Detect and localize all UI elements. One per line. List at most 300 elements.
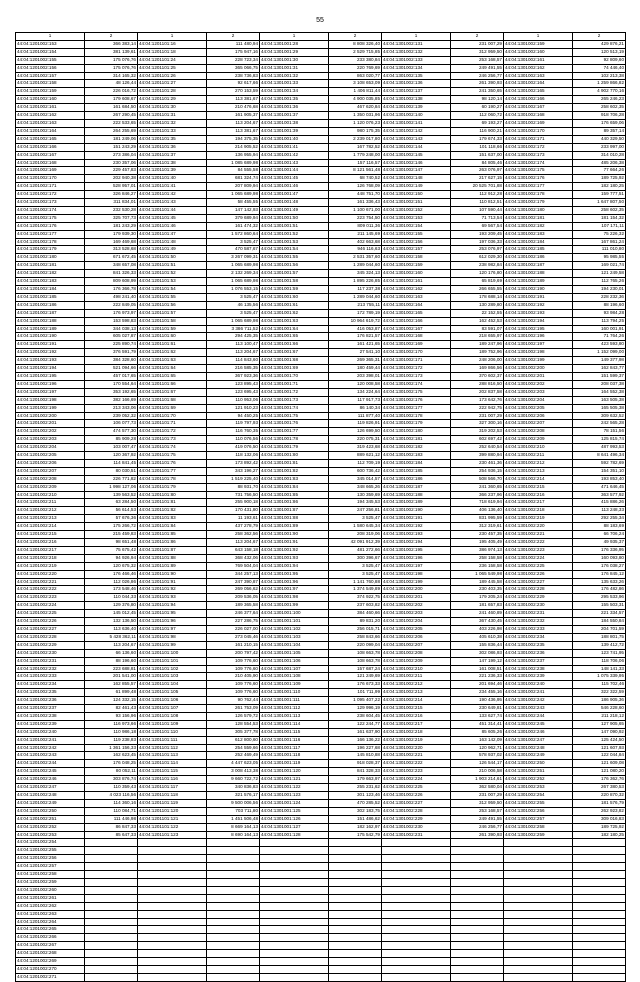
cadastral-value-cell xyxy=(207,886,260,894)
cadastral-value-cell xyxy=(451,950,504,958)
cadastral-value-cell: 8 808 326,40 xyxy=(329,40,382,48)
cadastral-value-cell: 176 362,76 xyxy=(573,776,626,784)
cadastral-value-cell: 405 610,38 xyxy=(451,633,504,641)
cadastral-value-cell xyxy=(85,934,138,942)
cadastral-value-cell: 223 688,81 xyxy=(85,665,138,673)
cadastral-value-cell: 163 142,09 xyxy=(451,736,504,744)
cadastral-value-cell: 83 591,07 xyxy=(451,325,504,333)
cadastral-value-cell: 226 771,82 xyxy=(85,475,138,483)
cadastral-number-cell: 44:04:1301002:244 xyxy=(504,712,573,720)
cadastral-value-cell: 241 350,65 xyxy=(451,88,504,96)
cadastral-value-cell: 130 289,80 xyxy=(451,301,504,309)
cadastral-value-cell: 75 675,42 xyxy=(85,546,138,554)
cadastral-value-cell: 366 383,14 xyxy=(85,40,138,48)
cadastral-value-cell: 303 876,74 xyxy=(85,776,138,784)
cadastral-number-cell: 44:04:1301002:167 xyxy=(504,104,573,112)
cadastral-number-cell: 44:04:1301002:190 xyxy=(382,507,451,515)
table-row xyxy=(16,768,626,776)
cadastral-value-cell: 68 740,52 xyxy=(329,175,382,183)
cadastral-value-cell: 88 196,60 xyxy=(85,657,138,665)
cadastral-number-cell: 44:04:1201002:226 xyxy=(16,618,85,626)
cadastral-number-cell: 44:04:1201002:176 xyxy=(16,222,85,230)
cadastral-value-cell xyxy=(573,965,626,973)
cadastral-number-cell: 44:04:1201002:164 xyxy=(16,127,85,135)
cadastral-value-cell: 222 533,65 xyxy=(85,119,138,127)
cadastral-number-cell: 44:04:1201101:68 xyxy=(138,396,207,404)
cadastral-number-cell: 44:04:1301002:186 xyxy=(504,254,573,262)
cadastral-number-cell: 44:04:1301001:38 xyxy=(260,119,329,127)
cadastral-value-cell: 238 982,84 xyxy=(451,262,504,270)
cadastral-number-cell: 44:04:1201002:177 xyxy=(16,230,85,238)
cadastral-value-cell: 481 272,66 xyxy=(329,546,382,554)
cadastral-number-cell: 44:04:1301002:249 xyxy=(504,752,573,760)
cadastral-number-cell: 44:04:1301002:198 xyxy=(382,570,451,578)
table-row xyxy=(16,64,626,72)
cadastral-value-cell: 2 239 017,80 xyxy=(329,135,382,143)
cadastral-number-cell: 44:04:1201101:61 xyxy=(138,341,207,349)
cadastral-value-cell: 889 621,12 xyxy=(329,452,382,460)
cadastral-number-cell: 44:04:1201002:184 xyxy=(16,286,85,294)
cadastral-number-cell: 44:04:1201101:118 xyxy=(138,792,207,800)
cadastral-number-cell: 44:04:1301002:226 xyxy=(382,792,451,800)
cadastral-number-cell: 44:04:1201002:206 xyxy=(16,459,85,467)
cadastral-value-cell xyxy=(573,934,626,942)
cadastral-number-cell: 44:04:1301002:173 xyxy=(382,372,451,380)
cadastral-number-cell: 44:04:1301002:188 xyxy=(504,270,573,278)
cadastral-number-cell: 44:04:1201101:83 xyxy=(138,515,207,523)
cadastral-number-cell: 44:04:1301001:29 xyxy=(260,48,329,56)
cadastral-number-cell xyxy=(382,950,451,958)
cadastral-value-cell: 3 525,47 xyxy=(329,570,382,578)
cadastral-value-cell: 353 192,65 xyxy=(85,388,138,396)
cadastral-number-cell xyxy=(260,886,329,894)
cadastral-value-cell: 731 756,50 xyxy=(207,491,260,499)
cadastral-value-cell: 163 505,38 xyxy=(573,396,626,404)
cadastral-value-cell: 258 362,56 xyxy=(207,531,260,539)
cadastral-number-cell: 44:04:1301001:128 xyxy=(260,831,329,839)
cadastral-value-cell: 151 486,62 xyxy=(329,815,382,823)
cadastral-value-cell: 487 993,53 xyxy=(573,444,626,452)
cadastral-value-cell: 93 984,28 xyxy=(573,309,626,317)
cadastral-number-cell: 44:04:1201002:211 xyxy=(16,499,85,507)
cadastral-value-cell: 406 136,40 xyxy=(451,507,504,515)
cadastral-value-cell: 179 205,24 xyxy=(451,594,504,602)
cadastral-number-cell: 44:04:1301002:208 xyxy=(382,649,451,657)
cadastral-value-cell: 376 591,79 xyxy=(85,349,138,357)
cadastral-value-cell: 592 782,69 xyxy=(573,459,626,467)
table-row xyxy=(16,546,626,554)
cadastral-number-cell xyxy=(382,863,451,871)
cadastral-value-cell: 321 576,17 xyxy=(207,792,260,800)
cadastral-value-cell xyxy=(207,965,260,973)
cadastral-number-cell: 44:04:1201002:169 xyxy=(16,167,85,175)
cadastral-number-cell: 44:04:1201101:55 xyxy=(138,293,207,301)
cadastral-number-cell: 44:04:1301002:226 xyxy=(504,570,573,578)
cadastral-number-cell: 44:04:1301001:116 xyxy=(260,736,329,744)
cadastral-number-cell: 44:04:1201002:257 xyxy=(16,863,85,871)
cadastral-value-cell: 161 421,65 xyxy=(329,341,382,349)
cadastral-number-cell: 44:04:1201101:67 xyxy=(138,388,207,396)
cadastral-value-cell: 103 007,47 xyxy=(85,444,138,452)
cadastral-value-cell: 128 554,53 xyxy=(207,720,260,728)
table-row xyxy=(16,143,626,151)
cadastral-value-cell: 246 256,77 xyxy=(451,823,504,831)
cadastral-value-cell: 1 361 156,33 xyxy=(85,744,138,752)
cadastral-number-cell: 44:04:1201101:70 xyxy=(138,412,207,420)
cadastral-number-cell: 44:04:1201002:170 xyxy=(16,175,85,183)
cadastral-number-cell: 44:04:1301001:102 xyxy=(260,625,329,633)
table-row xyxy=(16,72,626,80)
cadastral-value-cell: 429 876,21 xyxy=(573,40,626,48)
cadastral-value-cell xyxy=(329,918,382,926)
table-row xyxy=(16,973,626,981)
cadastral-value-cell: 85 605,26 xyxy=(451,728,504,736)
cadastral-number-cell: 44:04:1301002:245 xyxy=(504,720,573,728)
cadastral-number-cell: 44:04:1301002:222 xyxy=(504,539,573,547)
cadastral-number-cell: 44:04:1201002:168 xyxy=(16,159,85,167)
cadastral-value-cell: 384 328,60 xyxy=(85,357,138,365)
cadastral-value-cell: 4 023 116,56 xyxy=(85,792,138,800)
cadastral-value-cell: 115 702,46 xyxy=(573,681,626,689)
cadastral-value-cell: 322 322,59 xyxy=(573,689,626,697)
cadastral-value-cell: 110 084,71 xyxy=(85,807,138,815)
cadastral-number-cell: 44:04:1201002:219 xyxy=(16,562,85,570)
cadastral-number-cell xyxy=(504,918,573,926)
cadastral-value-cell: 326 846,27 xyxy=(85,191,138,199)
cadastral-value-cell: 113 100,47 xyxy=(207,341,260,349)
cadastral-number-cell: 44:04:1301002:199 xyxy=(504,357,573,365)
cadastral-value-cell xyxy=(329,958,382,966)
cadastral-number-cell: 44:04:1301001:80 xyxy=(260,452,329,460)
cadastral-value-cell: 270 153,59 xyxy=(207,88,260,96)
cadastral-value-cell xyxy=(207,847,260,855)
cadastral-value-cell: 220 099,04 xyxy=(329,641,382,649)
cadastral-value-cell: 471 646,45 xyxy=(573,483,626,491)
cadastral-number-cell: 44:04:1201002:199 xyxy=(16,404,85,412)
cadastral-value-cell xyxy=(573,855,626,863)
cadastral-value-cell: 1 120 076,23 xyxy=(329,119,382,127)
cadastral-number-cell: 44:04:1301001:62 xyxy=(260,309,329,317)
cadastral-number-cell: 44:04:1301002:214 xyxy=(504,475,573,483)
cadastral-value-cell xyxy=(207,871,260,879)
table-row xyxy=(16,444,626,452)
cadastral-number-cell: 44:04:1301002:162 xyxy=(504,64,573,72)
cadastral-number-cell: 44:04:1301002:225 xyxy=(382,784,451,792)
table-row xyxy=(16,625,626,633)
cadastral-value-cell: 179 939,30 xyxy=(85,230,138,238)
cadastral-value-cell: 508 566,70 xyxy=(451,475,504,483)
cadastral-number-cell: 44:04:1301001:43 xyxy=(260,159,329,167)
cadastral-value-cell xyxy=(85,958,138,966)
cadastral-value-cell: 193 853,40 xyxy=(573,475,626,483)
cadastral-value-cell: 228 232,36 xyxy=(573,293,626,301)
cadastral-value-cell: 344 257,13 xyxy=(207,570,260,578)
table-row xyxy=(16,705,626,713)
table-row xyxy=(16,491,626,499)
cadastral-value-cell: 267 380,53 xyxy=(573,784,626,792)
cadastral-value-cell: 269 056,62 xyxy=(207,586,260,594)
cadastral-number-cell: 44:04:1301002:203 xyxy=(504,388,573,396)
table-row xyxy=(16,230,626,238)
cadastral-number-cell: 44:04:1201002:155 xyxy=(16,56,85,64)
cadastral-value-cell: 238 736,83 xyxy=(207,72,260,80)
table-row xyxy=(16,270,626,278)
cadastral-value-cell: 252 640,54 xyxy=(451,444,504,452)
cadastral-value-cell: 252 469,49 xyxy=(207,752,260,760)
cadastral-value-cell: 61 899,48 xyxy=(85,689,138,697)
cadastral-number-cell xyxy=(382,855,451,863)
cadastral-value-cell: 92 617,66 xyxy=(207,80,260,88)
cadastral-value-cell: 176 673,33 xyxy=(329,681,382,689)
cadastral-value-cell: 366 237,96 xyxy=(451,491,504,499)
cadastral-number-cell: 44:04:1201101:66 xyxy=(138,380,207,388)
cadastral-number-cell: 44:04:1201002:246 xyxy=(16,776,85,784)
cadastral-number-cell xyxy=(138,839,207,847)
cadastral-number-cell: 44:04:1301002:150 xyxy=(382,191,451,199)
cadastral-value-cell: 643 158,18 xyxy=(207,546,260,554)
table-row xyxy=(16,554,626,562)
cadastral-number-cell: 44:04:1201002:220 xyxy=(16,570,85,578)
cadastral-value-cell: 220 870,32 xyxy=(573,792,626,800)
cadastral-number-cell xyxy=(138,863,207,871)
cadastral-number-cell: 44:04:1201002:227 xyxy=(16,625,85,633)
cadastral-value-cell: 1 406 811,44 xyxy=(329,88,382,96)
table-row xyxy=(16,697,626,705)
cadastral-number-cell: 44:04:1201002:269 xyxy=(16,958,85,966)
cadastral-number-cell: 44:04:1201101:120 xyxy=(138,807,207,815)
cadastral-value-cell: 345 324,13 xyxy=(329,270,382,278)
cadastral-value-cell: 226 027,00 xyxy=(207,625,260,633)
cadastral-number-cell: 44:04:1301002:204 xyxy=(504,396,573,404)
cadastral-number-cell: 44:04:1301001:111 xyxy=(260,697,329,705)
cadastral-number-cell xyxy=(382,910,451,918)
table-row xyxy=(16,286,626,294)
cadastral-value-cell: 229 457,83 xyxy=(85,167,138,175)
table-row xyxy=(16,104,626,112)
cadastral-number-cell xyxy=(260,918,329,926)
cadastral-number-cell: 44:04:1201002:186 xyxy=(16,301,85,309)
cadastral-number-cell: 44:04:1301002:193 xyxy=(504,309,573,317)
cadastral-number-cell: 44:04:1301002:179 xyxy=(382,420,451,428)
cadastral-value-cell: 918 706,28 xyxy=(573,112,626,120)
cadastral-number-cell xyxy=(260,926,329,934)
cadastral-number-cell: 44:04:1301002:252 xyxy=(504,776,573,784)
cadastral-value-cell: 86 847,33 xyxy=(85,823,138,831)
cadastral-number-cell: 44:04:1201101:35 xyxy=(138,135,207,143)
table-row xyxy=(16,823,626,831)
cadastral-number-cell: 44:04:1201002:267 xyxy=(16,942,85,950)
cadastral-number-cell: 44:04:1201002:235 xyxy=(16,689,85,697)
table-row xyxy=(16,333,626,341)
cadastral-value-cell: 162 623,45 xyxy=(85,752,138,760)
cadastral-number-cell: 44:04:1301002:208 xyxy=(504,428,573,436)
column-header: 2 xyxy=(207,33,260,41)
cadastral-number-cell: 44:04:1301001:83 xyxy=(260,475,329,483)
cadastral-value-cell: 189 725,92 xyxy=(573,823,626,831)
cadastral-number-cell xyxy=(138,918,207,926)
cadastral-value-cell xyxy=(329,878,382,886)
cadastral-value-cell xyxy=(573,973,626,981)
cadastral-number-cell: 44:04:1301002:168 xyxy=(504,112,573,120)
cadastral-number-cell: 44:04:1301001:84 xyxy=(260,483,329,491)
cadastral-number-cell: 44:04:1201002:203 xyxy=(16,436,85,444)
cadastral-value-cell: 1 519 225,40 xyxy=(207,475,260,483)
cadastral-number-cell: 44:04:1201101:63 xyxy=(138,357,207,365)
cadastral-value-cell: 126 544,17 xyxy=(451,760,504,768)
cadastral-number-cell: 44:04:1301002:254 xyxy=(504,792,573,800)
cadastral-number-cell: 44:04:1301002:255 xyxy=(504,799,573,807)
cadastral-value-cell: 365 066,75 xyxy=(207,64,260,72)
table-row xyxy=(16,119,626,127)
cadastral-value-cell: 262 923,82 xyxy=(573,807,626,815)
cadastral-value-cell xyxy=(207,863,260,871)
cadastral-value-cell: 671 672,45 xyxy=(85,254,138,262)
cadastral-number-cell: 44:04:1201101:65 xyxy=(138,372,207,380)
cadastral-value-cell: 769 504,04 xyxy=(207,562,260,570)
cadastral-value-cell: 809 608,99 xyxy=(85,278,138,286)
cadastral-number-cell: 44:04:1201002:173 xyxy=(16,199,85,207)
cadastral-number-cell: 44:04:1301002:136 xyxy=(382,80,451,88)
cadastral-number-cell: 44:04:1201101:98 xyxy=(138,633,207,641)
table-body xyxy=(16,33,626,982)
cadastral-value-cell: 182 180,25 xyxy=(573,831,626,839)
cadastral-value-cell: 112 765,26 xyxy=(573,278,626,286)
cadastral-number-cell: 44:04:1301002:224 xyxy=(504,554,573,562)
cadastral-number-cell: 44:04:1201101:26 xyxy=(138,72,207,80)
cadastral-value-cell: 1 572 860,64 xyxy=(207,230,260,238)
cadastral-number-cell: 44:04:1301001:45 xyxy=(260,175,329,183)
cadastral-number-cell: 44:04:1301001:30 xyxy=(260,56,329,64)
cadastral-value-cell: 145 810,88 xyxy=(329,752,382,760)
cadastral-value-cell: 314 010,28 xyxy=(573,151,626,159)
cadastral-number-cell: 44:04:1301001:39 xyxy=(260,127,329,135)
cadastral-number-cell: 44:04:1201002:163 xyxy=(16,119,85,127)
cadastral-value-cell xyxy=(451,886,504,894)
cadastral-value-cell xyxy=(573,902,626,910)
cadastral-number-cell: 44:04:1201002:200 xyxy=(16,412,85,420)
cadastral-value-cell: 176 821,57 xyxy=(329,333,382,341)
cadastral-value-cell: 113 248,33 xyxy=(573,507,626,515)
cadastral-value-cell xyxy=(329,910,382,918)
cadastral-number-cell: 44:04:1301002:148 xyxy=(382,175,451,183)
cadastral-value-cell xyxy=(573,958,626,966)
cadastral-number-cell: 44:04:1201101:56 xyxy=(138,301,207,309)
cadastral-value-cell: 253 076,97 xyxy=(451,246,504,254)
cadastral-number-cell: 44:04:1301002:189 xyxy=(382,499,451,507)
table-row xyxy=(16,475,626,483)
cadastral-value-cell: 254 936,15 xyxy=(451,467,504,475)
cadastral-value-cell: 1 076 553,15 xyxy=(207,286,260,294)
cadastral-value-cell xyxy=(573,926,626,934)
cadastral-value-cell: 112 912,28 xyxy=(451,191,504,199)
cadastral-value-cell: 127 905,65 xyxy=(573,720,626,728)
cadastral-number-cell: 44:04:1201101:122 xyxy=(138,823,207,831)
cadastral-number-cell: 44:04:1301002:178 xyxy=(382,412,451,420)
cadastral-number-cell: 44:04:1201101:59 xyxy=(138,325,207,333)
cadastral-value-cell xyxy=(207,950,260,958)
table-row xyxy=(16,523,626,531)
cadastral-number-cell: 44:04:1301001:76 xyxy=(260,420,329,428)
cadastral-number-cell: 44:04:1201101:42 xyxy=(138,191,207,199)
cadastral-value-cell: 457 017,65 xyxy=(85,372,138,380)
cadastral-value-cell xyxy=(573,942,626,950)
table-row xyxy=(16,127,626,135)
cadastral-number-cell xyxy=(260,910,329,918)
table-row xyxy=(16,965,626,973)
table-row xyxy=(16,847,626,855)
cadastral-value-cell xyxy=(207,926,260,934)
cadastral-value-cell: 261 390,93 xyxy=(451,831,504,839)
table-row xyxy=(16,467,626,475)
cadastral-value-cell: 220 769,69 xyxy=(329,64,382,72)
cadastral-number-cell: 44:04:1301002:161 xyxy=(382,278,451,286)
cadastral-number-cell: 44:04:1201002:225 xyxy=(16,610,85,618)
cadastral-number-cell: 44:04:1301001:55 xyxy=(260,254,329,262)
cadastral-number-cell: 44:04:1301001:109 xyxy=(260,681,329,689)
cadastral-value-cell xyxy=(85,918,138,926)
cadastral-number-cell: 44:04:1301001:93 xyxy=(260,554,329,562)
cadastral-value-cell: 809 011,36 xyxy=(329,222,382,230)
cadastral-number-cell: 44:04:1201002:261 xyxy=(16,894,85,902)
cadastral-value-cell: 157 116,57 xyxy=(329,159,382,167)
cadastral-value-cell: 241 360,65 xyxy=(451,483,504,491)
cadastral-number-cell xyxy=(138,958,207,966)
cadastral-value-cell: 111 446,98 xyxy=(85,815,138,823)
cadastral-number-cell: 44:04:1201101:95 xyxy=(138,610,207,618)
cadastral-value-cell: 118 706,06 xyxy=(573,657,626,665)
cadastral-number-cell: 44:04:1301001:63 xyxy=(260,317,329,325)
cadastral-number-cell: 44:04:1301002:133 xyxy=(382,56,451,64)
cadastral-number-cell: 44:04:1301002:199 xyxy=(382,578,451,586)
cadastral-value-cell: 121 249,58 xyxy=(573,270,626,278)
cadastral-number-cell: 44:04:1201002:217 xyxy=(16,546,85,554)
cadastral-value-cell: 159 777,51 xyxy=(573,191,626,199)
cadastral-value-cell: 1 647 807,50 xyxy=(573,199,626,207)
cadastral-value-cell: 160 001,91 xyxy=(573,325,626,333)
cadastral-value-cell: 1 075 339,95 xyxy=(573,673,626,681)
cadastral-number-cell: 44:04:1201002:215 xyxy=(16,531,85,539)
cadastral-number-cell: 44:04:1301001:66 xyxy=(260,341,329,349)
table-row xyxy=(16,531,626,539)
table-row xyxy=(16,950,626,958)
cadastral-number-cell: 44:04:1201101:115 xyxy=(138,768,207,776)
cadastral-value-cell: 65 819,69 xyxy=(451,278,504,286)
cadastral-number-cell: 44:04:1201101:49 xyxy=(138,246,207,254)
cadastral-value-cell: 384 460,66 xyxy=(329,610,382,618)
cadastral-number-cell xyxy=(504,894,573,902)
cadastral-number-cell: 44:04:1201101:84 xyxy=(138,523,207,531)
cadastral-number-cell: 44:04:1301002:209 xyxy=(382,657,451,665)
cadastral-number-cell: 44:04:1201101:60 xyxy=(138,333,207,341)
cadastral-value-cell: 85 909,28 xyxy=(85,436,138,444)
cadastral-number-cell: 44:04:1301002:172 xyxy=(382,365,451,373)
cadastral-number-cell: 44:04:1301002:231 xyxy=(382,831,451,839)
cadastral-value-cell xyxy=(329,894,382,902)
cadastral-value-cell: 117 917,73 xyxy=(329,396,382,404)
cadastral-value-cell: 195 405,49 xyxy=(451,539,504,547)
cadastral-value-cell xyxy=(573,847,626,855)
cadastral-value-cell: 386 974,13 xyxy=(451,546,504,554)
cadastral-value-cell: 161 474,32 xyxy=(207,222,260,230)
cadastral-number-cell xyxy=(260,894,329,902)
cadastral-value-cell: 202 837,58 xyxy=(451,388,504,396)
cadastral-value-cell: 126 768,09 xyxy=(329,183,382,191)
table-row xyxy=(16,317,626,325)
cadastral-value-cell: 184 550,84 xyxy=(573,618,626,626)
cadastral-value-cell: 92 809,60 xyxy=(573,56,626,64)
cadastral-value-cell: 3 525,47 xyxy=(207,238,260,246)
cadastral-number-cell: 44:04:1301002:230 xyxy=(382,823,451,831)
